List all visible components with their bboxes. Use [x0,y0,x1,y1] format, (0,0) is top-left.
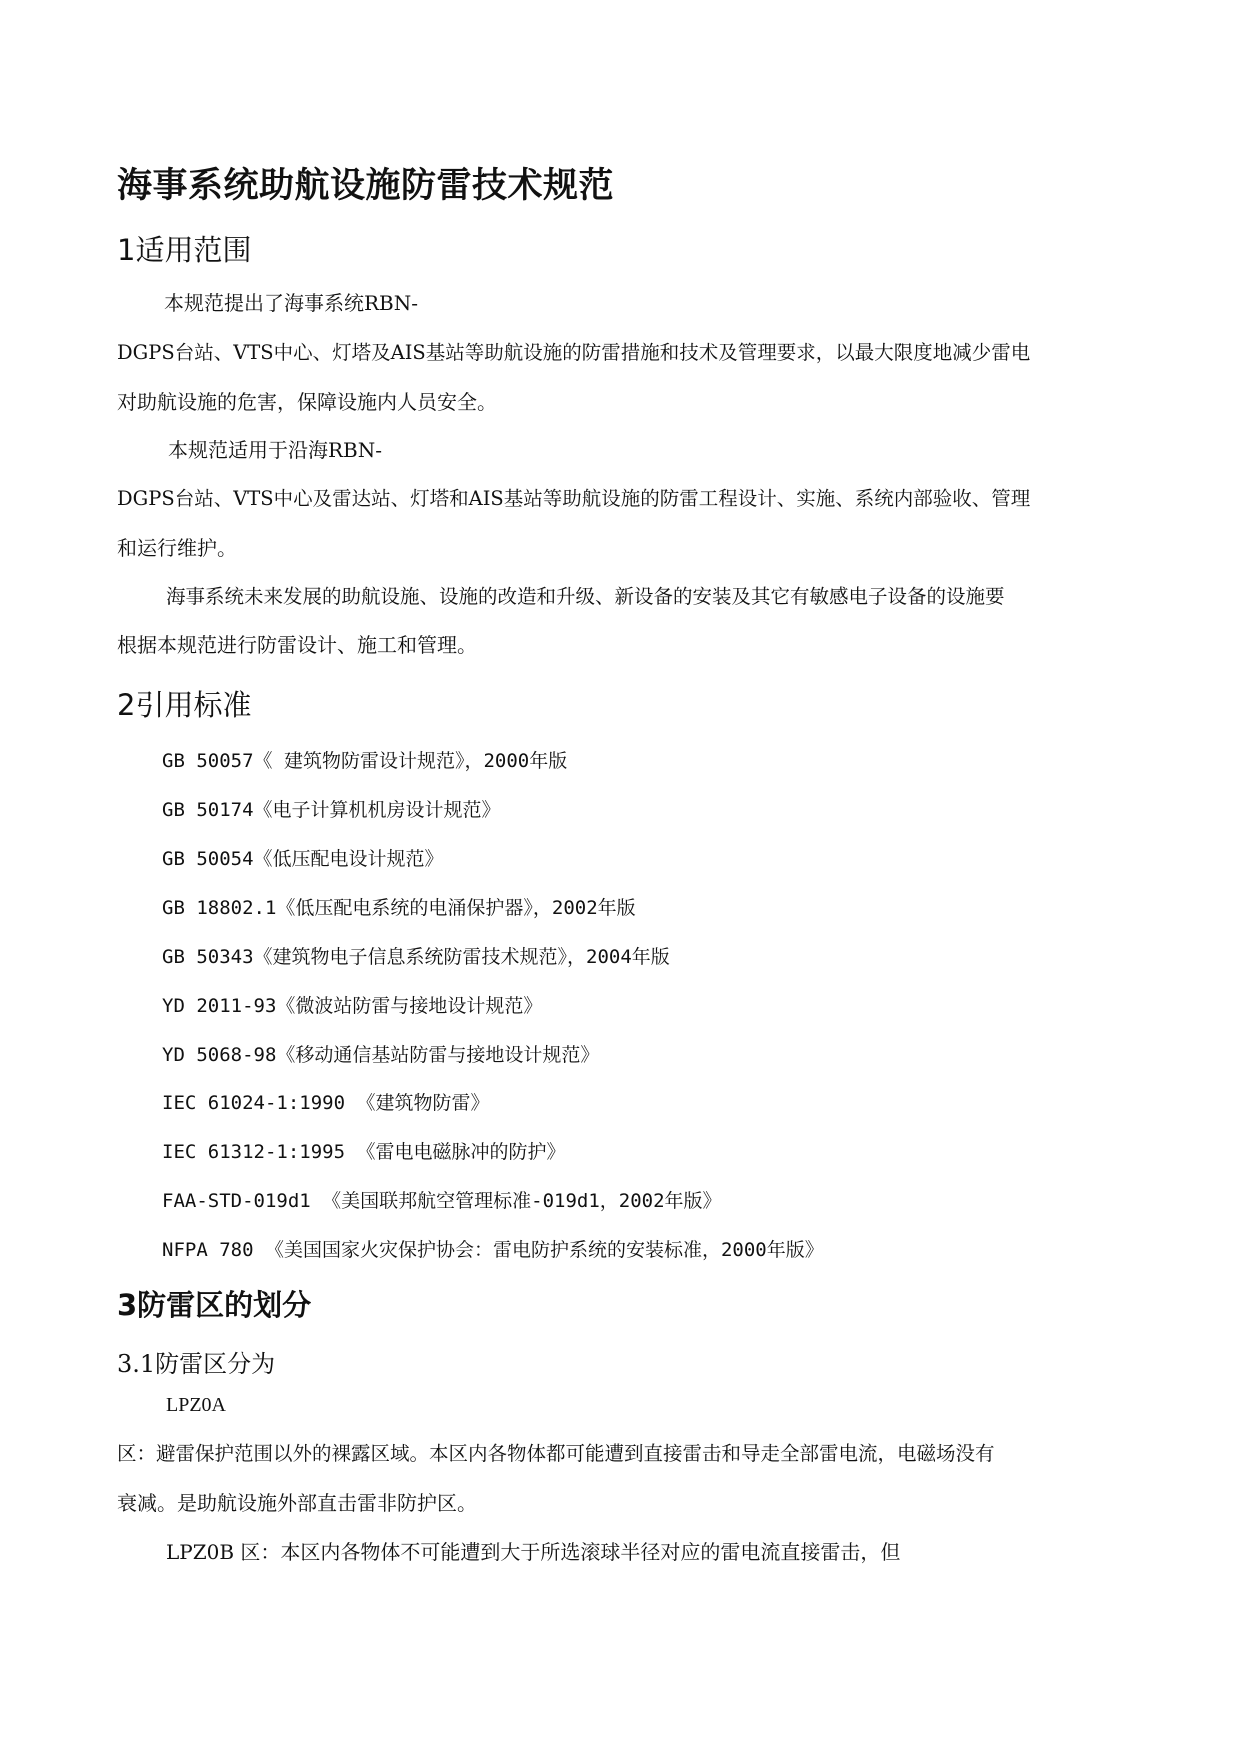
standard-item: GB 18802.1《低压配电系统的电涌保护器》，2002年版 [162,897,636,919]
standard-item: IEC 61312-1:1995 《雷电电磁脉冲的防护》 [162,1141,566,1163]
standard-item: YD 2011-93《微波站防雷与接地设计规范》 [162,995,543,1017]
standard-item: GB 50057《 建筑物防雷设计规范》，2000年版 [162,750,568,772]
standard-item: FAA-STD-019d1 《美国联邦航空管理标准-019d1，2002年版》 [162,1190,722,1212]
standard-item: GB 50054《低压配电设计规范》 [162,848,444,870]
standard-item: GB 50343《建筑物电子信息系统防雷技术规范》，2004年版 [162,946,670,968]
section-1-line-7: 海事系统未来发展的助航设施、设施的改造和升级、新设备的安装及其它有敏感电子设备的设施要 [166,585,1005,608]
section-1-line-2: DGPS台站、VTS中心、灯塔及AIS基站等助航设施的防雷措施和技术及管理要求，以最大限度地减少雷电 [117,341,1031,364]
document-title: 海事系统助航设施防雷技术规范 [117,166,615,206]
section-1-line-3: 对助航设施的危害，保障设施内人员安全。 [117,390,497,414]
section-3-line-1: LPZ0A [166,1394,226,1416]
section-1-line-5: DGPS台站、VTS中心及雷达站、灯塔和AIS基站等助航设施的防雷工程设计、实施、系统内部验收、管理 [117,487,1031,510]
section-1-heading: 1适用范围 [117,233,252,267]
section-1-line-8: 根据本规范进行防雷设计、施工和管理。 [117,633,477,657]
section-1-line-6: 和运行维护。 [117,536,237,560]
section-3-1-subheading: 3.1防雷区分为 [117,1350,276,1378]
section-3-line-4: LPZ0B 区：本区内各物体不可能遭到大于所选滚球半径对应的雷电流直接雷击，但 [166,1540,901,1564]
section-2-heading: 2引用标准 [117,688,252,722]
section-1-line-4: 本规范适用于沿海RBN- [168,438,383,462]
section-3-heading: 3防雷区的划分 [117,1288,312,1322]
standard-item: IEC 61024-1:1990 《建筑物防雷》 [162,1092,490,1114]
standard-item: NFPA 780 《美国国家火灾保护协会：雷电防护系统的安装标准，2000年版》 [162,1239,824,1261]
section-1-line-1: 本规范提出了海事系统RBN- [164,291,419,315]
standard-item: GB 50174《电子计算机机房设计规范》 [162,799,501,821]
section-3-line-2: 区：避雷保护范围以外的裸露区域。本区内各物体都可能遭到直接雷击和导走全部雷电流，电磁场没有 [117,1442,995,1465]
section-3-line-3: 衰减。是助航设施外部直击雷非防护区。 [117,1491,477,1515]
standard-item: YD 5068-98《移动通信基站防雷与接地设计规范》 [162,1044,600,1066]
